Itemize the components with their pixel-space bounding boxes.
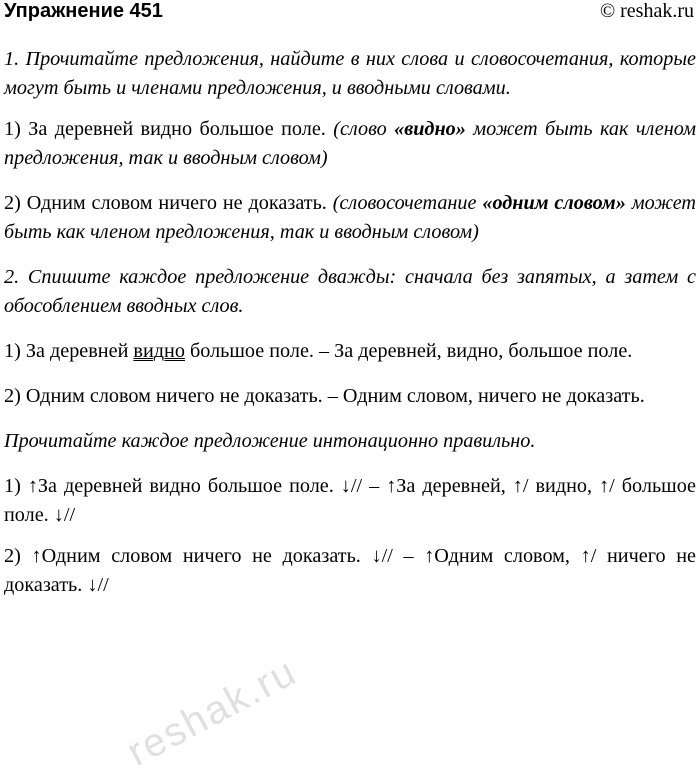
copy-2: 2) Одним словом ничего не доказать. – Одним словом, ничего не доказать. (4, 385, 645, 407)
answer-2 (4, 189, 696, 247)
copy-1-underlined-word: видно (133, 340, 185, 362)
copy-1-before: 1) За деревней (4, 340, 134, 362)
task-2-instruction: 2. Спишите каждое предложение дважды: сначала без запятых, а затем с обособлением вводных слов. (4, 266, 696, 317)
answer-2-note-keyword: «одним словом» (482, 192, 626, 214)
exercise-title: Упражнение 451 (4, 0, 163, 22)
watermark: reshak.ru (120, 649, 305, 775)
page-header (4, 0, 694, 24)
answer-1-note-close: может быть как членом предложения, так и вводным словом) (4, 118, 696, 169)
task-3-instruction: Прочитайте каждое предложение интонационно правильно. (4, 430, 536, 452)
answer-1-sentence: 1) За деревней видно большое поле. (4, 118, 326, 140)
answer-2-sentence: 2) Одним словом ничего не доказать. (4, 192, 327, 214)
task-1-instruction: 1. Прочитайте предложения, найдите в них слова и словосочетания, которые могут быть и членами предложения, и вводными словами. (4, 48, 696, 99)
answer-1-note-open: (слово (333, 118, 395, 140)
site-brand: © reshak.ru (599, 0, 694, 22)
answer-2-note-open: (словосочетание (332, 192, 483, 214)
answer-1 (4, 115, 696, 173)
exercise-content (4, 45, 696, 612)
answer-1-note-keyword: «видно» (394, 118, 466, 140)
intonation-2: 2) ↑Одним словом ничего не доказать. ↓// – ↑Одним словом, ↑/ ничего не доказать. ↓// (4, 545, 696, 596)
copy-1 (4, 337, 696, 366)
answer-2-note-close: может быть как членом предложения, так и вводным словом) (4, 192, 696, 243)
intonation-1: 1) ↑За деревней видно большое поле. ↓// – ↑За деревней, ↑/ видно, ↑/ большое поле. ↓// (4, 475, 696, 526)
copy-1-after: большое поле. – За деревней, видно, большое поле. (184, 340, 633, 362)
